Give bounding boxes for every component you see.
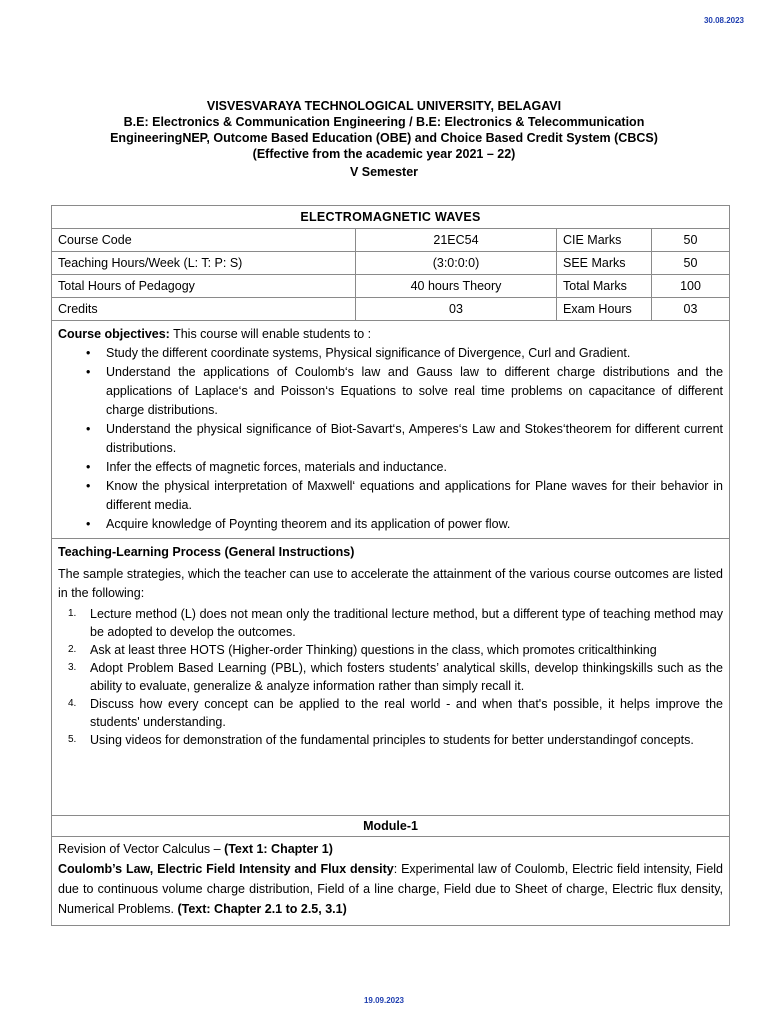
table-row xyxy=(52,229,730,252)
row-label: Course Code xyxy=(52,229,356,252)
row-value: (3:0:0:0) xyxy=(356,252,557,275)
document-header xyxy=(60,98,708,180)
row-label: Teaching Hours/Week (L: T: P: S) xyxy=(52,252,356,275)
list-item: 5. Using videos for demonstration of the fundamental principles to students for better understandingof concepts. xyxy=(68,733,694,747)
effective-year: (Effective from the academic year 2021 – 22) xyxy=(252,147,516,161)
course-table xyxy=(51,205,730,926)
module-1-title: Module-1 xyxy=(52,816,730,837)
list-item: • Understand the physical significance of Biot-Savart‘s, Amperes‘s Law and Stokes‘theorem for different current distributions. xyxy=(58,420,723,458)
marks-label: SEE Marks xyxy=(557,252,652,275)
tlp-intro: The sample strategies, which the teacher can use to accelerate the attainment of the various course outcomes are listed in the following: xyxy=(58,567,724,600)
marks-label: Exam Hours xyxy=(557,298,652,321)
table-row xyxy=(52,252,730,275)
tlp-list xyxy=(58,605,723,749)
list-item: • Study the different coordinate systems, Physical significance of Divergence, Curl and Gradient. xyxy=(58,344,723,363)
marks-value: 50 xyxy=(652,252,730,275)
list-item: 4. Discuss how every concept can be applied to the real world - and when that's possible, it helps improve the students' understanding. xyxy=(68,697,724,729)
table-row xyxy=(52,298,730,321)
list-item: • Acquire knowledge of Poynting theorem and its application of power flow. xyxy=(58,515,723,534)
module-1-content xyxy=(52,837,730,926)
objectives-list xyxy=(58,344,723,534)
objectives-heading: Course objectives: xyxy=(58,327,170,341)
university-name: VISVESVARAYA TECHNOLOGICAL UNIVERSITY, BELAGAVI xyxy=(206,99,562,113)
module-1-topic: Coulomb’s Law, Electric Field Intensity and Flux density xyxy=(58,862,394,876)
marks-value: 100 xyxy=(652,275,730,298)
table-row xyxy=(52,275,730,298)
list-item: 2. Ask at least three HOTS (Higher-order Thinking) questions in the class, which promotes criticalthinking xyxy=(68,643,657,657)
list-item: • Infer the effects of magnetic forces, materials and inductance. xyxy=(58,458,723,477)
course-objectives xyxy=(52,321,730,539)
tlp-heading: Teaching-Learning Process (General Instructions) xyxy=(58,545,355,559)
footer-date: 19.09.2023 xyxy=(363,996,405,1005)
course-title: ELECTROMAGNETIC WAVES xyxy=(52,206,730,229)
header-date: 30.08.2023 xyxy=(703,16,744,25)
teaching-learning-process xyxy=(52,539,730,816)
marks-label: Total Marks xyxy=(557,275,652,298)
list-item: 3. Adopt Problem Based Learning (PBL), which fosters students’ analytical skills, develop thinkingskills such as the ability to evaluate, generalize & analyze information rather than simply recall it. xyxy=(68,661,724,693)
row-value: 21EC54 xyxy=(356,229,557,252)
row-label: Credits xyxy=(52,298,356,321)
row-label: Total Hours of Pedagogy xyxy=(52,275,356,298)
marks-label: CIE Marks xyxy=(557,229,652,252)
program-line-1: B.E: Electronics & Communication Engineering / B.E: Electronics & Telecommunication xyxy=(123,115,645,129)
module-1-topic-ref: (Text: Chapter 2.1 to 2.5, 3.1) xyxy=(177,902,347,916)
marks-value: 50 xyxy=(652,229,730,252)
list-item: • Understand the applications of Coulomb‘s law and Gauss law to different charge distributions and the applications of Laplace‘s and Poisson‘s Equations to solve real time problems on capacitance of different charge distributions. xyxy=(58,363,723,420)
row-value: 40 hours Theory xyxy=(356,275,557,298)
module-1-topic-text: : Experimental law of Coulomb, Electric field intensity, Field due to continuous volume charge distribution, Field of a line charge, Field due to Sheet of charge, Electric flux density, Numerical Problems. xyxy=(58,862,724,916)
list-item: 1. Lecture method (L) does not mean only the traditional lecture method, but a different type of teaching method may be adopted to develop the outcomes. xyxy=(68,607,724,639)
semester: V Semester xyxy=(349,165,419,179)
module-1-revision-ref: (Text 1: Chapter 1) xyxy=(224,842,333,856)
marks-value: 03 xyxy=(652,298,730,321)
module-1-revision: Revision of Vector Calculus – xyxy=(58,842,225,856)
objectives-intro: This course will enable students to : xyxy=(169,327,372,341)
program-line-2: EngineeringNEP, Outcome Based Education (OBE) and Choice Based Credit System (CBCS) xyxy=(110,131,658,145)
row-value: 03 xyxy=(356,298,557,321)
list-item: • Know the physical interpretation of Maxwell‘ equations and applications for Plane waves for their behavior in different media. xyxy=(58,477,723,515)
